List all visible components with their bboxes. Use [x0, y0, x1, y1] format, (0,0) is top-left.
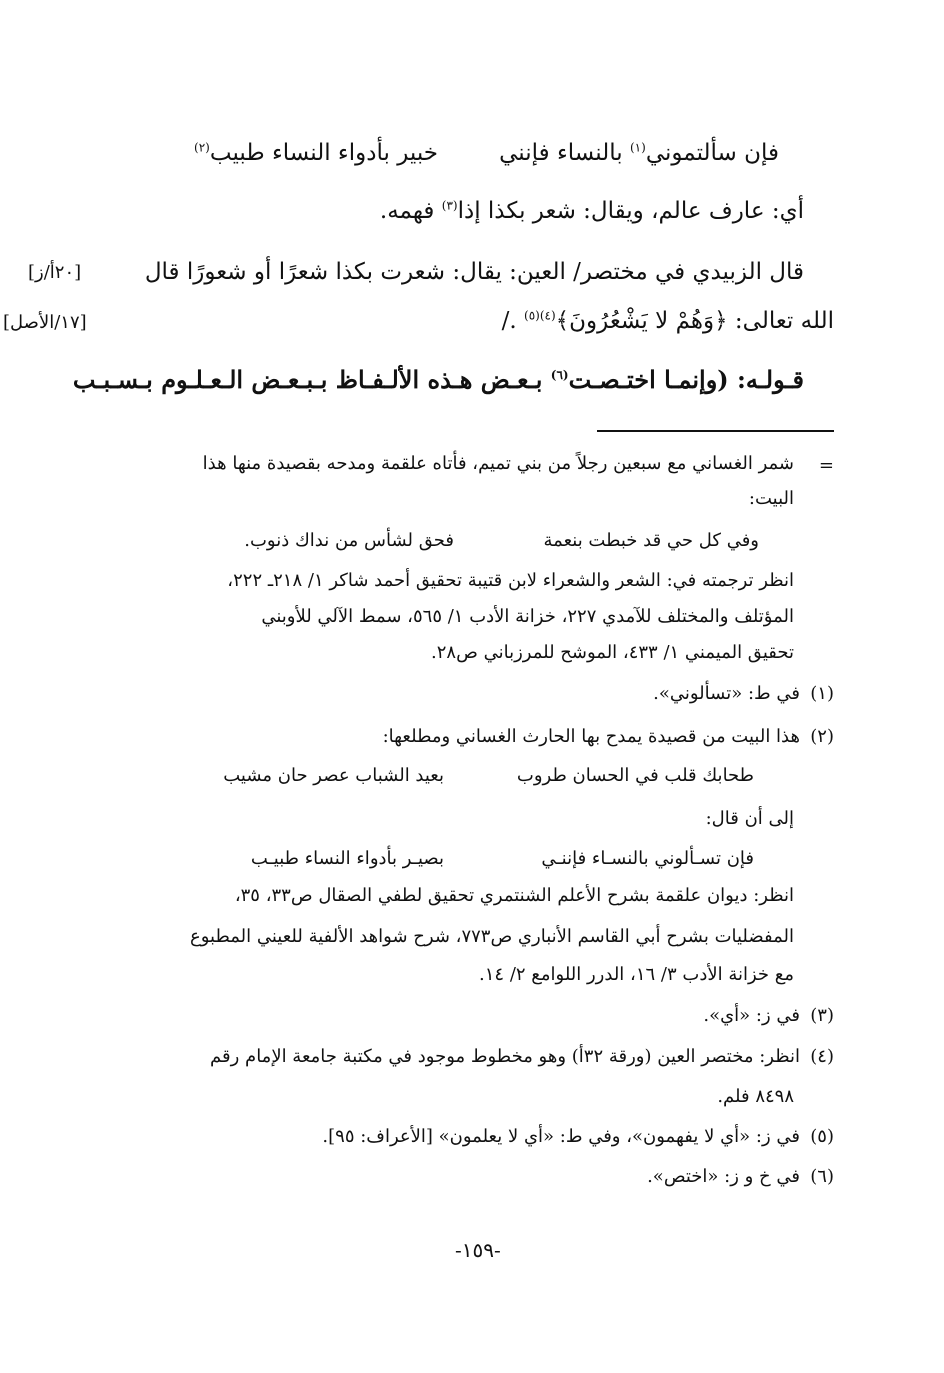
footnote-verse-left: فحق لشأس من نداك ذنوب.	[244, 530, 454, 551]
footnote-cont-ref: تحقيق الميمني ١/ ٤٣٣، الموشح للمرزباني ص٢٨.	[431, 642, 794, 663]
footnote-number: (١)	[810, 683, 834, 704]
footnote-separator	[597, 430, 834, 432]
footnote-ref-line: مع خزانة الأدب ٣/ ١٦، الدرر اللوامع ٢/ ١٤.	[479, 964, 794, 985]
footnote-number: (٣)	[810, 1005, 834, 1026]
main-line-3: قال الزبيدي في مختصر/ العين: يقال: شعرت بكذا شعرًا أو شعورًا قال	[144, 259, 804, 285]
footnote-verse-right: وفي كل حي قد خبطت بنعمة	[543, 530, 759, 551]
verse-left-hemistich: خبير بأدواء النساء طبيب$^{(٢)}$	[194, 140, 438, 166]
footnote-verse-right: طحابك قلب في الحسان طروب	[516, 765, 754, 786]
main-line-5: قـولـه: (وإنمـا اختـصـت$^{(٦)}$ بـعـض هـذه الألـفـاظ بـبـعـض الـعـلـوم بـسـبـب	[72, 365, 804, 394]
footnote-4: (٤)انظر: مختصر العين (ورقة ٣٢أ) وهو مخطوط موجود في مكتبة جامعة الإمام رقم	[210, 1046, 834, 1067]
footnote-cont-ref: المؤتلف والمختلف للآمدي ٢٢٧، خزانة الأدب ١/ ٥٦٥، سمط الآلي للأوبني	[261, 606, 794, 627]
footnote-3: (٣)في ز: «أي».	[703, 1005, 834, 1026]
footnote-ref-line: المفضليات بشرح أبي القاسم الأنباري ص٧٧٣، شرح شواهد الألفية للعيني المطبوع	[190, 926, 794, 947]
footnote-5: (٥)في ز: «أي لا يفهمون»، وفي ط: «أي لا يعلمون» [الأعراف: ٩٥].	[322, 1126, 834, 1147]
footnote-cont-ref: انظر ترجمته في: الشعر والشعراء لابن قتيبة تحقيق أحمد شاكر ١/ ٢١٨ـ ٢٢٢،	[227, 570, 794, 591]
footnote-cont-line: شمر الغساني مع سبعين رجلاً من بني تميم، فأتاه علقمة ومدحه بقصيدة منها هذا	[202, 453, 794, 474]
footnote-number: (٥)	[810, 1126, 834, 1147]
page-number: -١٥٩-	[455, 1238, 501, 1262]
footnote-ref-line: انظر: ديوان علقمة بشرح الأعلم الشنتمري تحقيق لطفي الصقال ص٣٣، ٣٥،	[234, 885, 794, 906]
footnote-number: (٦)	[810, 1166, 834, 1187]
footnote-2: (٢)هذا البيت من قصيدة يمدح بها الحارث الغساني ومطلعها:	[382, 726, 834, 747]
main-line-4: الله تعالى: ﴿وَهُمْ لا يَشْعُرُونَ﴾$^{(٤)(٥)}$ ./	[501, 308, 834, 334]
footnote-line: ٨٤٩٨ فلم.	[717, 1086, 794, 1107]
margin-note-manuscript: [٢٠أ/ز]	[28, 262, 82, 283]
footnote-6: (٦)في خ و ز: «اختص».	[647, 1166, 834, 1187]
footnote-verse-right: فإن تسـألوني بالنسـاء فإننـي	[541, 848, 754, 869]
main-line-2: أي: عارف عالم، ويقال: شعر بكذا إذا$^{(٣)}$ فهمه.	[379, 198, 804, 224]
footnote-continuation-marker: =	[818, 455, 834, 476]
footnote-number: (٢)	[810, 726, 834, 747]
verse-right-hemistich: فإن سألتموني$^{(١)}$ بالنساء فإنني	[499, 140, 779, 166]
footnote-verse-left: بصيـر بأدواء النساء طبيـب	[250, 848, 444, 869]
margin-note-original: [١٧/الأصل]	[3, 312, 87, 333]
footnote-1: (١)في ط: «تسألوني».	[653, 683, 834, 704]
footnote-number: (٤)	[810, 1046, 834, 1067]
footnote-line: إلى أن قال:	[705, 808, 794, 829]
footnote-cont-line: البيت:	[748, 488, 794, 509]
footnote-verse-left: بعيد الشباب عصر حان مشيب	[223, 765, 444, 786]
